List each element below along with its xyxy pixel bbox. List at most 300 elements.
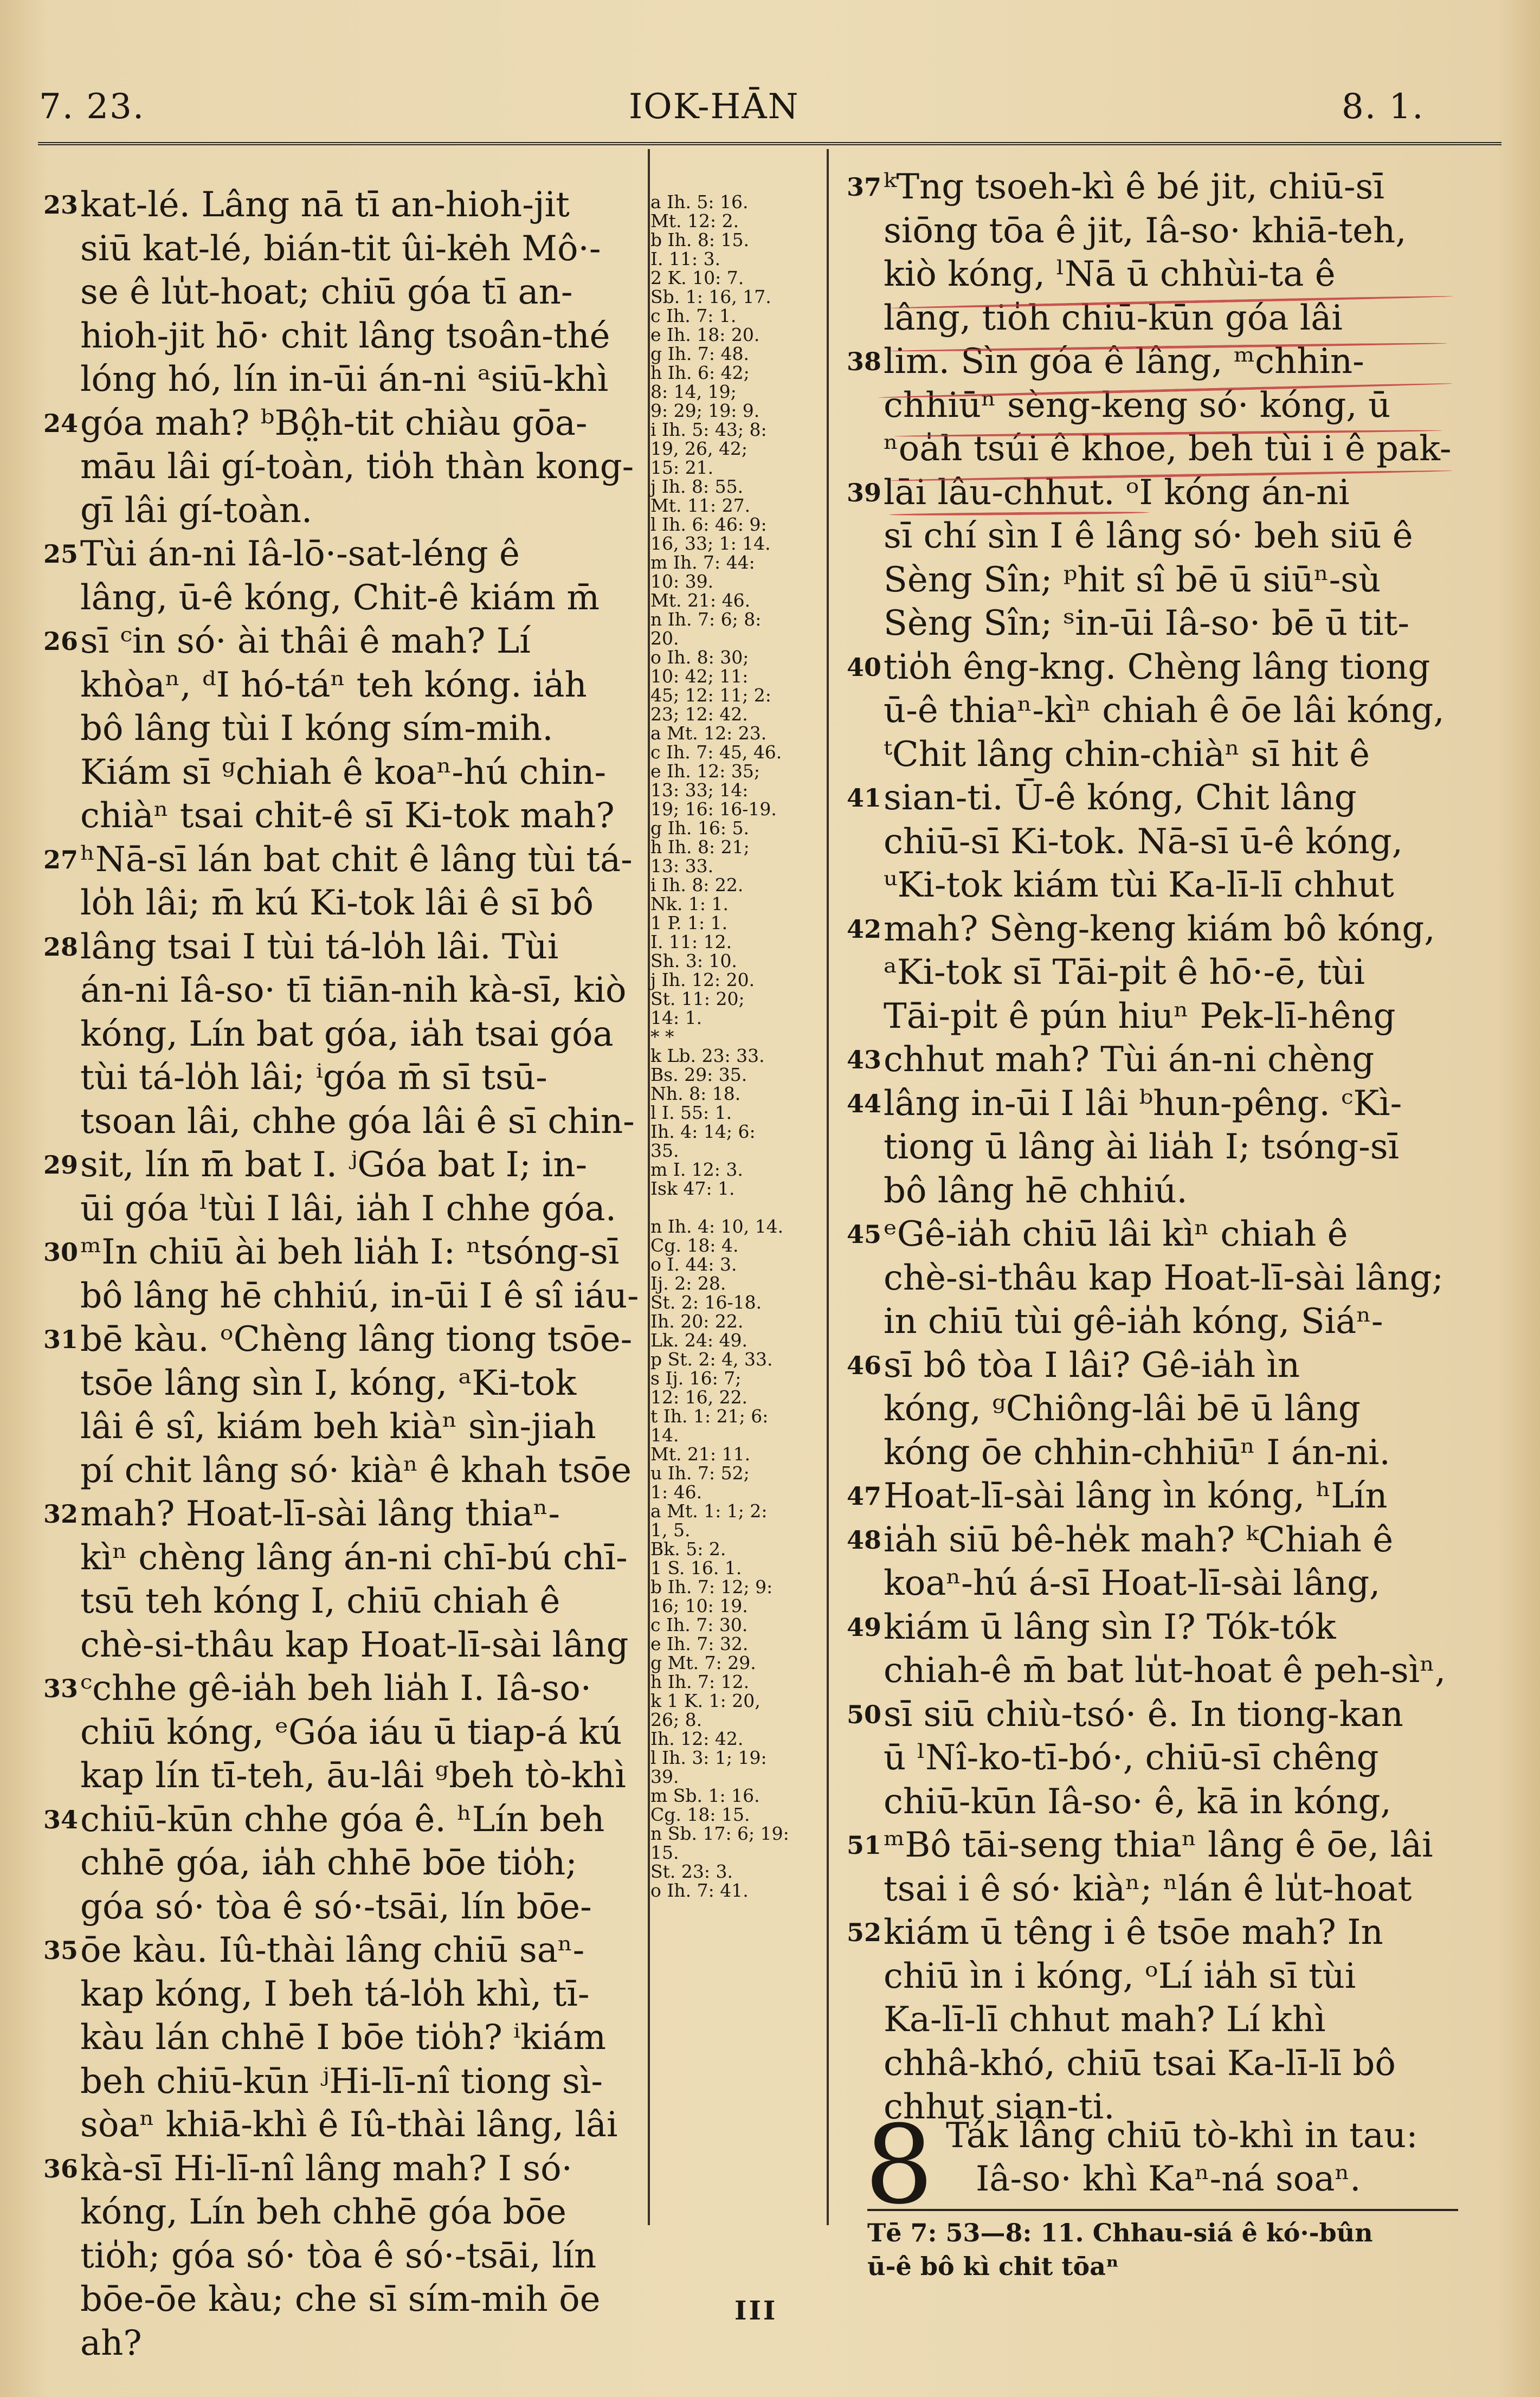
reference-entry: p St. 2: 4, 33. [650,1349,773,1370]
reference-entry: 19; 16: 16-19. [650,798,777,820]
reference-entry: s Ij. 16: 7; [650,1368,742,1389]
reference-entry: h Ih. 8: 21; [650,836,750,858]
text-line [43,532,647,576]
reference-entry: m Ih. 7: 44: [650,552,755,573]
chapter-summary-1: Ták lâng chiū tò-khì in tau: [946,2116,1418,2156]
verse-number: 29 [43,1150,79,1180]
reference-entry: o I. 44: 3. [650,1254,737,1275]
line-text: ⁿoa̍h tsúi ê khoe, beh tùi i ê pak- [884,429,1452,469]
line-text: chiah-ê m̄ bat lu̍t-hoat ê peh-sìⁿ, [884,1651,1446,1691]
line-text: lâng, tio̍h chiū-kūn góa lâi [884,298,1343,338]
reference-entry: a Mt. 1: 1; 2: [650,1500,768,1522]
line-text: pí chit lâng só· kiàⁿ ê khah tsōe [80,1450,632,1491]
line-text: mah? Hoat-lī-sài lâng thiaⁿ- [80,1494,560,1534]
reference-entry: l Ih. 6: 46: 9: [650,514,767,535]
text-line [884,1125,1451,1169]
verse-number: 45 [847,1220,882,1249]
reference-entry: m I. 12: 3. [650,1159,743,1180]
text-line [884,1998,1451,2042]
line-text: kap lín tī-teh, āu-lâi ᵍbeh tò-khì [80,1756,626,1796]
reference-entry: e Ih. 12: 35; [650,761,760,782]
line-text: lâng in-ūi I lâi ᵇhun-pêng. ᶜKì- [884,1083,1402,1124]
reference-entry: 35. [650,1140,679,1161]
verse-number: 43 [847,1045,882,1074]
line-text: ūi góa ˡtùi I lâi, ia̍h I chhe góa. [80,1188,617,1229]
line-text: ia̍h siū bê-he̍k mah? ᵏChiah ê [884,1519,1394,1560]
verse-number: 52 [847,1918,882,1947]
text-line [43,402,647,446]
reference-entry: 16; 10: 19. [650,1595,748,1616]
text-line [847,1693,1451,1737]
reference-entry: 23; 12: 42. [650,704,748,725]
reference-entry: 9: 29; 19: 9. [650,400,760,421]
line-text: mah? Sèng-keng kiám bô kóng, [884,908,1435,949]
text-line [884,253,1451,297]
line-text: sòaⁿ khiā-khì ê Iû-thài lâng, lâi [80,2105,618,2145]
reference-entry: Bs. 29: 35. [650,1064,748,1085]
line-text: chhut mah? Tùi án-ni chèng [884,1040,1375,1080]
text-line [884,689,1451,733]
reference-entry: n Ih. 4: 10, 14. [650,1216,784,1237]
text-line [80,2016,647,2060]
text-line [847,165,1451,209]
reference-entry: 15. [650,1842,679,1863]
reference-entry: h Ih. 6: 42; [650,362,750,383]
line-text: koaⁿ-hú á-sī Hoat-lī-sài lâng, [884,1563,1381,1603]
reference-entry: 13: 33. [650,855,714,877]
text-line [80,1536,647,1580]
line-text: gī lâi gí-toàn. [80,490,313,531]
line-text: in chiū tùi gê-ia̍h kóng, Siáⁿ- [884,1301,1383,1342]
text-line [884,864,1451,907]
reference-entry: i Ih. 5: 43; 8: [650,419,767,440]
reference-entry: 2 K. 10: 7. [650,267,744,288]
text-line [80,881,647,925]
text-line [80,358,647,402]
verse-number: 26 [43,627,79,656]
line-text: tsōe lâng sìn I, kóng, ᵃKi-tok [80,1363,577,1403]
reference-entry: 12: 16, 22. [650,1387,748,1408]
text-line [80,1973,647,2016]
reference-entry: g Mt. 7: 29. [650,1652,756,1673]
text-line [80,663,647,707]
line-text: Kiám sī ᵍchiah ê koaⁿ-hú chin- [80,752,607,792]
line-text: kap kóng, I beh tá-lo̍h khì, tī- [80,1974,590,2014]
reference-entry: St. 23: 3. [650,1861,733,1882]
line-text: kiò kóng, ˡNā ū chhùi-ta ê [884,254,1336,294]
line-text: bô lâng hē chhiú. [884,1170,1188,1211]
text-line [884,1431,1451,1475]
line-text: ᵐBô tāi-seng thiaⁿ lâng ê ōe, lâi [884,1825,1433,1865]
verse-number: 44 [847,1088,882,1118]
column-divider-right [827,149,829,2225]
reference-entry: 16, 33; 1: 14. [650,533,771,554]
line-text: chiū-kūn chhe góa ê. ʰLín beh [80,1799,605,1840]
line-text: chiàⁿ tsai chit-ê sī Ki-tok mah? [80,796,615,836]
text-line [884,733,1451,777]
line-text: Sèng Sîn; ˢin-ūi Iâ-so· bē ū tit- [884,603,1409,643]
line-text: chiū ìn i kóng, ᵒLí ia̍h sī tùi [884,1956,1356,1996]
reference-entry: e Ih. 7: 32. [650,1633,749,1654]
reference-entry: Ih. 12: 42. [650,1728,744,1749]
line-text: kiám ū lâng sìn I? Tók-tók [884,1607,1336,1647]
text-line [43,1230,647,1274]
reference-entry: Ih. 4: 14; 6: [650,1121,756,1142]
reference-entry: Bk. 5: 2. [650,1538,726,1560]
reference-entry: 1: 46. [650,1481,703,1503]
reference-entry: k Lb. 23: 33. [650,1045,765,1066]
text-line [884,1562,1451,1606]
text-line [80,969,647,1013]
line-text: kìⁿ chèng lâng án-ni chī-bú chī- [80,1537,628,1578]
text-line [80,1013,647,1056]
reference-entry: I. 11: 3. [650,248,721,269]
line-text: chiū-sī Ki-tok. Nā-sī ū-ê kóng, [884,821,1403,862]
page-number: III [734,2296,778,2326]
text-line [80,445,647,489]
reference-entry: Mt. 12: 2. [650,210,739,231]
reference-entry: St. 2: 16-18. [650,1292,762,1313]
text-line [884,1780,1451,1824]
reference-entry: n Ih. 7: 6; 8: [650,609,762,630]
text-line [80,1362,647,1406]
reference-entry: St. 11: 20; [650,988,745,1009]
reference-entry: e Ih. 18: 20. [650,324,760,345]
reference-entry: l Ih. 3: 1; 19: [650,1747,767,1768]
line-text: lo̍h lâi; m̄ kú Ki-tok lâi ê sī bô [80,883,594,923]
verse-number: 28 [43,932,79,962]
text-line [43,1667,647,1711]
line-text: siōng tōa ê jit, Iâ-so· khiā-teh, [884,210,1407,251]
reference-entry: 13: 33; 14: [650,779,749,801]
reference-entry: h Ih. 7: 12. [650,1671,750,1692]
reference-entry: 39. [650,1766,679,1787]
line-text: sī chí sìn I ê lâng só· beh siū ê [884,516,1413,556]
text-line [80,1187,647,1231]
reference-entry: 8: 14, 19; [650,381,737,402]
text-line [884,1300,1451,1344]
verse-number: 46 [847,1350,882,1380]
line-text: Ka-lī-lī chhut mah? Lí khì [884,2000,1326,2040]
reference-entry: 14. [650,1425,679,1446]
text-line [43,183,647,227]
reference-entry: 20. [650,628,679,649]
reference-entry: b Ih. 7: 12; 9: [650,1576,773,1597]
text-line [884,820,1451,864]
text-line [847,1344,1451,1388]
reference-entry: Sh. 3: 10. [650,950,737,971]
verse-number: 31 [43,1325,79,1354]
line-text: sī ᶜin só· ài thâi ê mah? Lí [80,621,531,661]
reference-entry: Nh. 8: 18. [650,1083,741,1104]
text-line [43,620,647,663]
text-line [884,1955,1451,1999]
reference-entry: Cg. 18: 4. [650,1235,739,1256]
header-left: 7. 23. [39,87,145,127]
text-line [847,646,1451,690]
text-line [884,1736,1451,1780]
text-line [847,1082,1451,1126]
text-line [80,751,647,795]
line-text: hioh-jit hō· chit lâng tsoân-thé [80,315,610,356]
reference-entry: 45; 12: 11; 2: [650,685,771,706]
text-line [80,2322,647,2366]
line-text: kóng, Lín beh chhē góa bōe [80,2192,566,2232]
line-text: lâng, ū-ê kóng, Chit-ê kiám m̄ [80,577,600,618]
line-text: sit, lín m̄ bat I. ʲGóa bat I; in- [80,1145,588,1185]
reference-entry: g Ih. 7: 48. [650,343,749,364]
verse-number: 24 [43,408,79,438]
text-line [884,951,1451,995]
reference-entry: 10: 39. [650,571,714,592]
reference-entry: Mt. 21: 46. [650,590,751,611]
reference-entry: Isk 47: 1. [650,1178,735,1199]
reference-entry: c Ih. 7: 1. [650,305,737,326]
line-text: ah? [80,2323,142,2363]
text-line [847,1606,1451,1649]
reference-entry [650,1198,789,1217]
text-line [847,776,1451,820]
text-line [884,1387,1451,1431]
line-text: chhut sian-ti. [884,2087,1115,2127]
text-line [80,2234,647,2278]
line-text: kóng ōe chhin-chhiūⁿ I án-ni. [884,1432,1390,1473]
left-text-column [43,183,647,2365]
reference-entry: u Ih. 7: 52; [650,1462,750,1484]
reference-entry: 10: 42; 11: [650,666,749,687]
text-line [80,707,647,751]
reference-entry: g Ih. 16: 5. [650,817,749,839]
verse-number: 51 [847,1831,882,1860]
reference-entry: c Ih. 7: 30. [650,1614,748,1635]
verse-number: 41 [847,783,882,813]
text-line [847,1911,1451,1955]
reference-entry: i Ih. 8: 22. [650,874,744,895]
text-line [884,1867,1451,1911]
text-line [80,2060,647,2104]
line-text: góa mah? ᵇBô̤h-tit chiàu gōa- [80,403,588,443]
reference-entry: j Ih. 8: 55. [650,476,744,497]
text-line [80,1623,647,1667]
reference-entry: a Mt. 12: 23. [650,723,767,744]
text-line [847,471,1451,515]
header-rule [38,142,1502,145]
line-text: ᵗChit lâng chin-chiàⁿ sī hit ê [884,734,1370,775]
reference-entry: 1 P. 1: 1. [650,912,728,933]
text-line [80,489,647,533]
line-text: ōe kàu. Iû-thài lâng chiū saⁿ- [80,1930,585,1970]
text-line [884,995,1451,1039]
line-text: kóng, Lín bat góa, ia̍h tsai góa [80,1014,614,1054]
text-line [80,1754,647,1798]
line-text: ᶜchhe gê-ia̍h beh lia̍h I. Iâ-so· [80,1668,592,1709]
text-line [43,838,647,882]
line-text: tsoan lâi, chhe góa lâi ê sī chin- [80,1101,635,1142]
reference-entry: b Ih. 8: 15. [650,229,749,250]
line-text: chhē góa, ia̍h chhē bōe tio̍h; [80,1843,577,1883]
reference-entry: o Ih. 8: 30; [650,647,749,668]
reference-entry: * * [650,1026,674,1047]
reference-entry: m Sb. 1: 16. [650,1785,760,1806]
reference-entry: 1 S. 16. 1. [650,1557,742,1578]
line-text: sian-ti. Ū-ê kóng, Chit lâng [884,778,1357,818]
text-line [80,227,647,271]
line-text: beh chiū-kūn ʲHi-lī-nî tiong sì- [80,2061,603,2102]
reference-entry: Ih. 20: 22. [650,1311,744,1332]
line-text: Hoat-lī-sài lâng ìn kóng, ʰLín [884,1476,1388,1516]
line-text: tio̍h; góa só· tòa ê só·-tsāi, lín [80,2235,597,2276]
line-text: bô lâng tùi I kóng sím-mih. [80,708,553,749]
line-text: chiū kóng, ᵉGóa iáu ū tiap-á kú [80,1712,622,1752]
line-text: chè-si-thâu kap Hoat-lī-sài lâng; [884,1258,1444,1298]
right-text-column [847,165,1452,2129]
verse-number: 37 [847,172,882,202]
reference-entry: a Ih. 5: 16. [650,191,749,212]
text-line [847,1518,1451,1562]
reference-entry: 26; 8. [650,1709,703,1730]
chapter-summary-2: Iâ-so· khì Kaⁿ-ná soaⁿ. [976,2159,1361,2199]
line-text: lim. Sìn góa ê lâng, ᵐchhin- [884,341,1364,382]
line-text: ū-ê thiaⁿ-kìⁿ chiah ê ōe lâi kóng, [884,691,1445,731]
line-text: tsū teh kóng I, chiū chiah ê [80,1581,560,1621]
line-text: kàu lán chhē I bōe tio̍h? ⁱkiám [80,2018,607,2058]
line-text: lâng tsai I tùi tá-lo̍h lâi. Tùi [80,926,559,967]
line-text: ᵏTng tsoeh-kì ê bé jit, chiū-sī [884,167,1384,207]
text-line [847,907,1451,951]
line-text: māu lâi gí-toàn, tio̍h thàn kong- [80,447,634,487]
text-line [43,1143,647,1187]
text-line [80,2190,647,2234]
text-line [43,1929,647,1973]
text-line [80,1841,647,1885]
line-text: chè-si-thâu kap Hoat-lī-sài lâng [80,1625,629,1665]
line-text: ᵘKi-tok kiám tùi Ka-lī-lī chhut [884,865,1394,905]
line-text: kat-lé. Lâng nā tī an-hioh-jit [80,185,570,225]
reference-entry: Lk. 24: 49. [650,1330,748,1351]
line-text: chiū-kūn Iâ-so· ê, kā in kóng, [884,1781,1391,1822]
text-line [43,2147,647,2191]
line-text: tio̍h êng-kng. Chèng lâng tiong [884,647,1431,687]
text-line [884,209,1451,253]
text-line [884,2042,1451,2086]
reference-entry: 19, 26, 42; [650,438,748,459]
verse-number: 32 [43,1499,79,1529]
text-line [847,1213,1451,1257]
verse-number: 38 [847,347,882,376]
text-line [80,1711,647,1755]
line-text: chhâ-khó, chiū tsai Ka-lī-lī bô [884,2043,1396,2084]
line-text: bô lâng hē chhiú, in-ūi I ê sî iáu- [80,1275,639,1316]
line-text: bē kàu. ᵒChèng lâng tiong tsōe- [80,1319,633,1359]
reference-entry: I. 11: 12. [650,931,732,952]
reference-entry: c Ih. 7: 45, 46. [650,742,782,763]
footnote-line-2: ū-ê bô kì chit tōaⁿ [867,2252,1119,2281]
line-text: bōe-ōe kàu; che sī sím-mih ōe [80,2279,601,2319]
line-text: sī bô tòa I lâi? Gê-ia̍h ìn [884,1345,1300,1386]
line-text: Tùi án-ni Iâ-lō·-sat-léng ê [80,534,520,574]
text-line [80,270,647,314]
text-line [884,514,1451,558]
line-text: tiong ū lâng ài lia̍h I; tsóng-sī [884,1127,1399,1167]
line-text: sī siū chiù-tsó· ê. In tiong-kan [884,1694,1403,1735]
footnote-rule [867,2209,1458,2211]
line-text: lāi lâu-chhut. ᵒI kóng án-ni [884,472,1350,513]
verse-number: 33 [43,1674,79,1703]
line-text: lâi ê sî, kiám beh kiàⁿ sìn-jiah [80,1407,596,1447]
text-line [847,1823,1451,1867]
text-line [847,1474,1451,1518]
text-line [80,576,647,620]
line-text: án-ni Iâ-so· tī tiān-nih kà-sī, kiò [80,970,627,1010]
verse-number: 35 [43,1936,79,1965]
verse-number: 27 [43,845,79,874]
verse-number: 36 [43,2154,79,2183]
verse-number: 30 [43,1238,79,1267]
text-line [884,1169,1451,1213]
reference-entry: 1, 5. [650,1519,691,1541]
line-text: lóng hó, lín in-ūi án-ni ᵃsiū-khì [80,359,609,400]
line-text: kiám ū têng i ê tsōe mah? In [884,1912,1383,1953]
reference-entry: k 1 K. 1: 20, [650,1690,761,1711]
text-line [80,1274,647,1318]
verse-number: 34 [43,1805,79,1834]
reference-entry: Cg. 18: 15. [650,1804,750,1825]
reference-entry: Nk. 1: 1. [650,893,729,914]
reference-entry: Mt. 11: 27. [650,495,751,516]
line-text: siū kat-lé, bián-tit ûi-kėh Mô·- [80,228,601,269]
text-line [884,1649,1451,1693]
verse-number: 39 [847,478,882,507]
verse-number: 42 [847,914,882,944]
header-right: 8. 1. [1342,87,1425,127]
text-line [80,1580,647,1623]
line-text: góa só· tòa ê só·-tsāi, lín bōe- [80,1886,592,1927]
text-line [847,1038,1451,1082]
line-text: Sèng Sîn; ᵖhit sî bē ū siūⁿ-sù [884,559,1381,600]
line-text: ᵃKi-tok sī Tāi-pi̍t ê hō·-ē, tùi [884,952,1365,993]
text-line [884,602,1451,646]
text-line [43,1318,647,1362]
line-text: ᵐIn chiū ài beh lia̍h I: ⁿtsóng-sī [80,1232,620,1272]
line-text: tsai i ê só· kiàⁿ; ⁿlán ê lu̍t-hoat [884,1868,1412,1909]
verse-number: 25 [43,539,79,569]
text-line [80,2278,647,2322]
text-line [43,925,647,969]
text-line [43,1492,647,1536]
text-line [80,794,647,838]
reference-entry: 14: 1. [650,1007,703,1028]
text-line [80,314,647,358]
verse-number: 47 [847,1481,882,1511]
line-text: ū ˡNî-ko-tī-bó·, chiū-sī chêng [884,1738,1379,1778]
chapter-number: 8 [865,2102,934,2228]
margin-references [650,192,789,1900]
text-line [43,1798,647,1842]
reference-entry: o Ih. 7: 41. [650,1880,749,1901]
text-line [80,1405,647,1449]
footnote-line-1: Tē 7: 53—8: 11. Chhau-siá ê kó·-bûn [867,2218,1373,2247]
column-divider-left [648,149,650,2225]
text-line [80,1056,647,1100]
line-text: kà-sī Hi-lī-nî lâng mah? I só· [80,2148,572,2189]
line-text: ᵉGê-ia̍h chiū lâi kìⁿ chiah ê [884,1214,1348,1254]
verse-number: 40 [847,652,882,682]
reference-entry: Ij. 2: 28. [650,1273,726,1294]
verse-number: 49 [847,1612,882,1642]
reference-entry: Sb. 1: 16, 17. [650,286,771,307]
reference-entry: 15: 21. [650,457,714,478]
reference-entry: Mt. 21: 11. [650,1444,751,1465]
